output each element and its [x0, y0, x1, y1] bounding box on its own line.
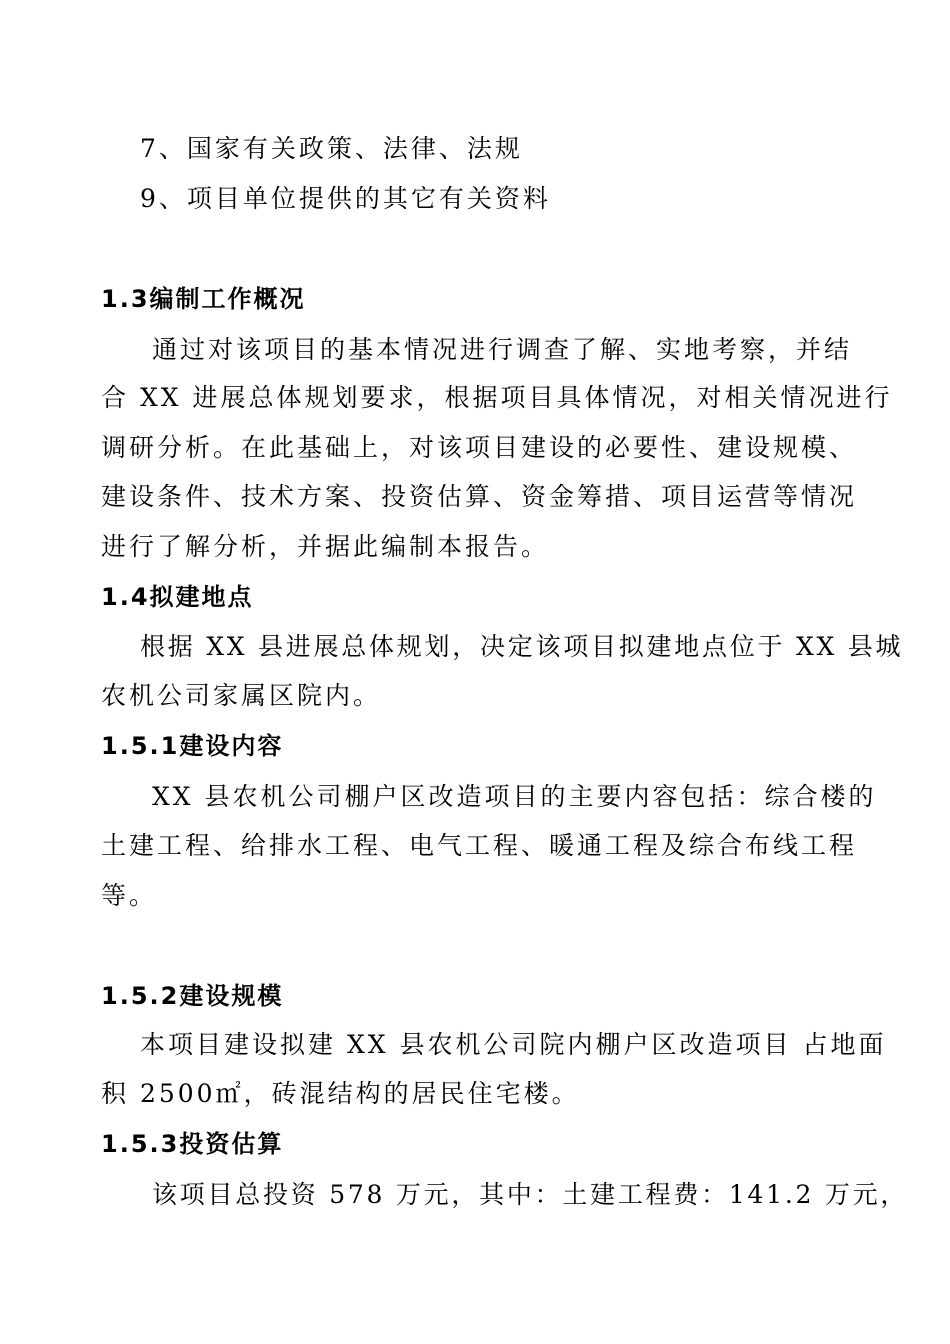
- list-item: 7、国家有关政策、法律、法规: [140, 134, 523, 163]
- section-heading: 1.5.1建设内容: [101, 732, 284, 760]
- section-heading: 1.3编制工作概况: [101, 285, 306, 313]
- paragraph-line: 合 XX 进展总体规划要求，根据项目具体情况，对相关情况进行: [101, 383, 893, 412]
- paragraph-line: 积 2500㎡，砖混结构的居民住宅楼。: [101, 1079, 580, 1108]
- paragraph-line: 根据 XX 县进展总体规划，决定该项目拟建地点位于 XX 县城: [140, 632, 904, 661]
- paragraph-line: 该项目总投资 578 万元，其中：土建工程费：141.2 万元，: [152, 1180, 909, 1209]
- section-heading: 1.4拟建地点: [101, 583, 254, 611]
- paragraph-line: 农机公司家属区院内。: [101, 681, 382, 710]
- section-heading: 1.5.3投资估算: [101, 1130, 284, 1158]
- paragraph-line: 等。: [101, 881, 158, 910]
- paragraph-line: 本项目建设拟建 XX 县农机公司院内棚户区改造项目 占地面: [140, 1030, 887, 1059]
- paragraph-line: 进行了解分析，并据此编制本报告。: [101, 532, 550, 561]
- paragraph-line: 调研分析。在此基础上，对该项目建设的必要性、建设规模、: [101, 433, 858, 462]
- list-item: 9、项目单位提供的其它有关资料: [140, 184, 551, 213]
- paragraph-line: XX 县农机公司棚户区改造项目的主要内容包括：综合楼的: [152, 782, 877, 811]
- paragraph-line: 土建工程、给排水工程、电气工程、暖通工程及综合布线工程: [101, 831, 858, 860]
- paragraph-line: 建设条件、技术方案、投资估算、资金筹措、项目运营等情况: [101, 482, 858, 511]
- section-heading: 1.5.2建设规模: [101, 982, 284, 1010]
- paragraph-line: 通过对该项目的基本情况进行调查了解、实地考察，并结: [152, 335, 853, 364]
